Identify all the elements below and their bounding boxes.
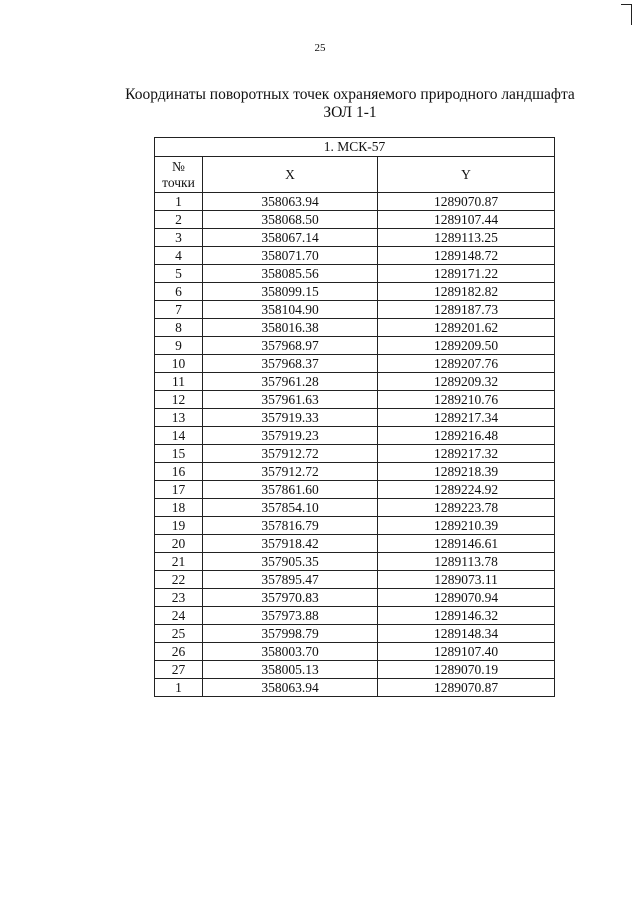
coordinate-system-header: 1. МСК-57 <box>155 138 555 157</box>
x-coordinate-cell: 358085.56 <box>203 265 378 283</box>
x-coordinate-cell: 358099.15 <box>203 283 378 301</box>
x-coordinate-cell: 357919.33 <box>203 409 378 427</box>
table-row <box>155 229 555 247</box>
point-number-cell: 9 <box>155 337 203 355</box>
point-number-cell: 21 <box>155 553 203 571</box>
title-line-1: Координаты поворотных точек охраняемого природного ландшафта <box>125 86 575 103</box>
table-row <box>155 211 555 229</box>
x-coordinate-cell: 358063.94 <box>203 679 378 697</box>
x-coordinate-cell: 357816.79 <box>203 517 378 535</box>
y-coordinate-cell: 1289148.72 <box>378 247 555 265</box>
x-coordinate-cell: 357905.35 <box>203 553 378 571</box>
x-coordinate-cell: 358071.70 <box>203 247 378 265</box>
y-coordinate-cell: 1289113.25 <box>378 229 555 247</box>
point-number-cell: 18 <box>155 499 203 517</box>
y-coordinate-cell: 1289107.44 <box>378 211 555 229</box>
y-coordinate-cell: 1289146.32 <box>378 607 555 625</box>
table-row <box>155 589 555 607</box>
y-coordinate-cell: 1289223.78 <box>378 499 555 517</box>
point-number-cell: 4 <box>155 247 203 265</box>
y-coordinate-cell: 1289107.40 <box>378 643 555 661</box>
point-number-cell: 24 <box>155 607 203 625</box>
x-coordinate-cell: 358016.38 <box>203 319 378 337</box>
point-number-cell: 12 <box>155 391 203 409</box>
y-coordinate-cell: 1289210.76 <box>378 391 555 409</box>
table-row <box>155 337 555 355</box>
x-coordinate-cell: 357895.47 <box>203 571 378 589</box>
point-number-cell: 26 <box>155 643 203 661</box>
y-coordinate-cell: 1289171.22 <box>378 265 555 283</box>
point-number-cell: 22 <box>155 571 203 589</box>
y-coordinate-cell: 1289218.39 <box>378 463 555 481</box>
x-coordinate-cell: 357968.97 <box>203 337 378 355</box>
y-coordinate-cell: 1289201.62 <box>378 319 555 337</box>
table-row <box>155 445 555 463</box>
point-number-cell: 20 <box>155 535 203 553</box>
point-number-cell: 19 <box>155 517 203 535</box>
page-number: 25 <box>314 42 326 54</box>
document-title <box>100 86 600 122</box>
y-column-header: Y <box>378 157 555 193</box>
x-coordinate-cell: 357970.83 <box>203 589 378 607</box>
y-coordinate-cell: 1289209.50 <box>378 337 555 355</box>
table-row <box>155 661 555 679</box>
x-coordinate-cell: 357961.28 <box>203 373 378 391</box>
x-coordinate-cell: 358067.14 <box>203 229 378 247</box>
point-number-cell: 5 <box>155 265 203 283</box>
x-coordinate-cell: 357854.10 <box>203 499 378 517</box>
table-row <box>155 283 555 301</box>
coordinates-table <box>154 137 555 697</box>
table-row <box>155 463 555 481</box>
y-coordinate-cell: 1289146.61 <box>378 535 555 553</box>
y-coordinate-cell: 1289070.94 <box>378 589 555 607</box>
point-number-cell: 1 <box>155 193 203 211</box>
table-row <box>155 607 555 625</box>
y-coordinate-cell: 1289224.92 <box>378 481 555 499</box>
point-number-cell: 16 <box>155 463 203 481</box>
y-coordinate-cell: 1289073.11 <box>378 571 555 589</box>
point-number-header <box>155 157 203 193</box>
table-row <box>155 265 555 283</box>
table-row <box>155 301 555 319</box>
point-number-cell: 27 <box>155 661 203 679</box>
table-row <box>155 247 555 265</box>
table-row <box>155 625 555 643</box>
y-coordinate-cell: 1289216.48 <box>378 427 555 445</box>
table-row <box>155 373 555 391</box>
x-coordinate-cell: 357912.72 <box>203 463 378 481</box>
point-number-header-line1: № <box>172 158 185 174</box>
x-coordinate-cell: 357973.88 <box>203 607 378 625</box>
y-coordinate-cell: 1289217.32 <box>378 445 555 463</box>
table-row <box>155 427 555 445</box>
x-coordinate-cell: 357998.79 <box>203 625 378 643</box>
x-coordinate-cell: 358003.70 <box>203 643 378 661</box>
table-row <box>155 409 555 427</box>
x-coordinate-cell: 358005.13 <box>203 661 378 679</box>
x-coordinate-cell: 358104.90 <box>203 301 378 319</box>
table-row <box>155 535 555 553</box>
point-number-cell: 15 <box>155 445 203 463</box>
y-coordinate-cell: 1289148.34 <box>378 625 555 643</box>
point-number-cell: 3 <box>155 229 203 247</box>
point-number-cell: 14 <box>155 427 203 445</box>
point-number-cell: 1 <box>155 679 203 697</box>
table-row <box>155 319 555 337</box>
point-number-cell: 17 <box>155 481 203 499</box>
point-number-cell: 13 <box>155 409 203 427</box>
table-row <box>155 643 555 661</box>
x-coordinate-cell: 357919.23 <box>203 427 378 445</box>
y-coordinate-cell: 1289187.73 <box>378 301 555 319</box>
table-row <box>155 553 555 571</box>
table-row <box>155 571 555 589</box>
point-number-cell: 23 <box>155 589 203 607</box>
table-row <box>155 481 555 499</box>
y-coordinate-cell: 1289182.82 <box>378 283 555 301</box>
x-coordinate-cell: 357918.42 <box>203 535 378 553</box>
coordinates-table-body <box>155 193 555 697</box>
x-coordinate-cell: 358068.50 <box>203 211 378 229</box>
x-coordinate-cell: 357861.60 <box>203 481 378 499</box>
point-number-cell: 7 <box>155 301 203 319</box>
scan-corner-mark <box>621 4 632 25</box>
x-coordinate-cell: 357961.63 <box>203 391 378 409</box>
table-row <box>155 499 555 517</box>
y-coordinate-cell: 1289113.78 <box>378 553 555 571</box>
point-number-cell: 8 <box>155 319 203 337</box>
y-coordinate-cell: 1289070.87 <box>378 193 555 211</box>
x-coordinate-cell: 358063.94 <box>203 193 378 211</box>
y-coordinate-cell: 1289209.32 <box>378 373 555 391</box>
point-number-cell: 2 <box>155 211 203 229</box>
table-row <box>155 391 555 409</box>
table-row <box>155 679 555 697</box>
y-coordinate-cell: 1289070.19 <box>378 661 555 679</box>
y-coordinate-cell: 1289217.34 <box>378 409 555 427</box>
title-line-2: ЗОЛ 1-1 <box>323 104 377 121</box>
y-coordinate-cell: 1289207.76 <box>378 355 555 373</box>
table-row <box>155 517 555 535</box>
y-coordinate-cell: 1289210.39 <box>378 517 555 535</box>
x-coordinate-cell: 357912.72 <box>203 445 378 463</box>
table-row <box>155 355 555 373</box>
x-column-header: X <box>203 157 378 193</box>
x-coordinate-cell: 357968.37 <box>203 355 378 373</box>
y-coordinate-cell: 1289070.87 <box>378 679 555 697</box>
point-number-header-line2: точки <box>162 174 195 190</box>
point-number-cell: 25 <box>155 625 203 643</box>
point-number-cell: 11 <box>155 373 203 391</box>
table-row <box>155 193 555 211</box>
point-number-cell: 6 <box>155 283 203 301</box>
point-number-cell: 10 <box>155 355 203 373</box>
